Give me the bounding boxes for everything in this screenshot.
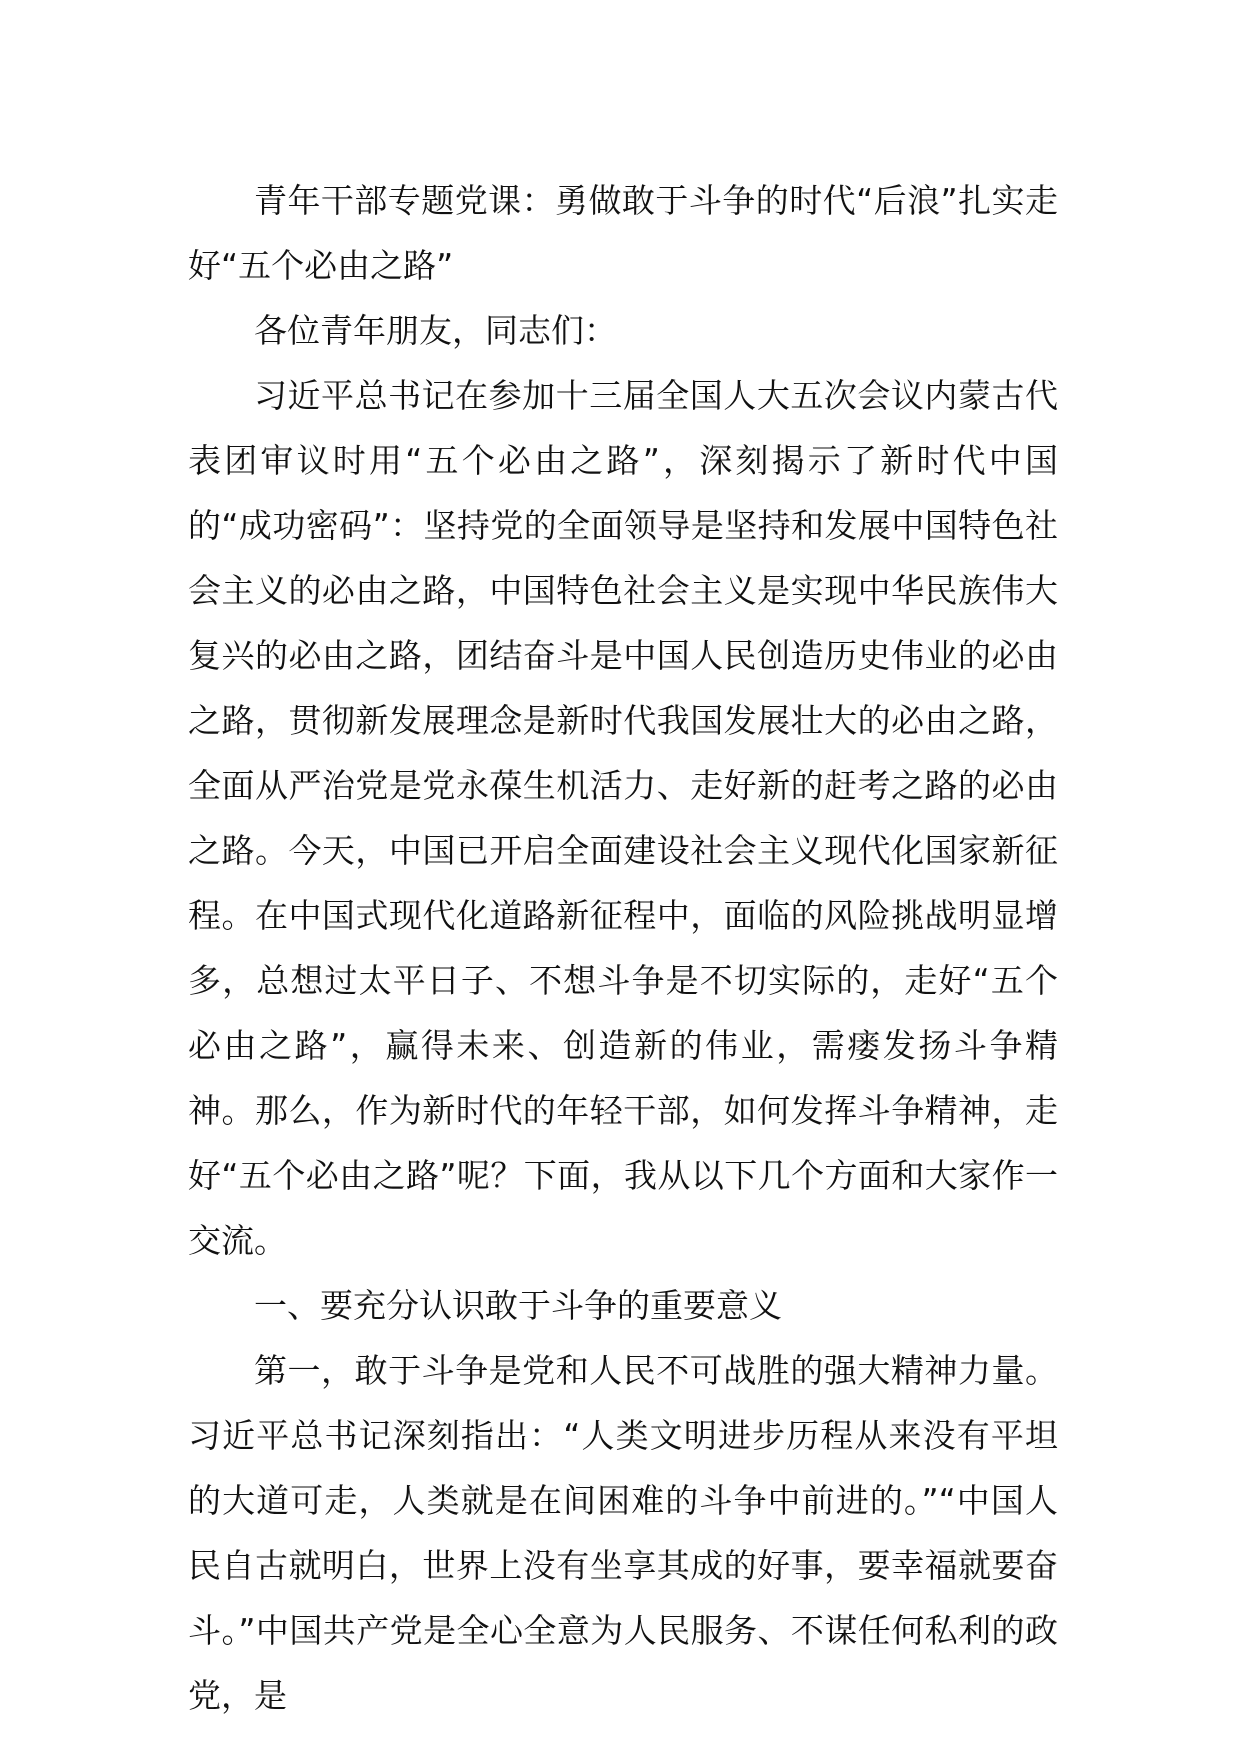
section-paragraph: 第一，敢于斗争是党和人民不可战胜的强大精神力量。习近平总书记深刻指出：“人类文明进步历程从来没有平坦的大道可走，人类就是在间困难的斗争中前进的。”“中国人民自古就明白，世界上没有坐享其成的好事，要幸福就要奋斗。”中国共产党是全心全意为人民服务、不谋任何私利的政党，是 — [188, 1351, 1058, 1715]
document-body — [188, 168, 1058, 1728]
intro-paragraph: 习近平总书记在参加十三届全国人大五次会议内蒙古代表团审议时用“五个必由之路”，深刻揭示了新时代中国的“成功密码”：坚持党的全面领导是坚持和发展中国特色社会主义的必由之路，中国特色社会主义是实现中华民族伟大复兴的必由之路，团结奋斗是中国人民创造历史伟业的必由之路，贯彻新发展理念是新时代我国发展壮大的必由之路，全面从严治党是党永葆生机活力、走好新的赶考之路的必由之路。今天，中国已开启全面建设社会主义现代化国家新征程。在中国式现代化道路新征程中，面临的风险挑战明显增多，总想过太平日子、不想斗争是不切实际的，走好“五个必由之路”，赢得未来、创造新的伟业，需瘘发扬斗争精神。那么，作为新时代的年轻干部，如何发挥斗争精神，走好“五个必由之路”呢？下面，我从以下几个方面和大家作一交流。 — [188, 376, 1058, 1260]
document-title: 青年干部专题党课：勇做敢于斗争的时代“后浪”扎实走好“五个必由之路” — [188, 181, 1058, 285]
salutation: 各位青年朋友，同志们： — [254, 311, 617, 350]
section-heading: 一、要充分认识敢于斗争的重要意义 — [254, 1286, 782, 1325]
